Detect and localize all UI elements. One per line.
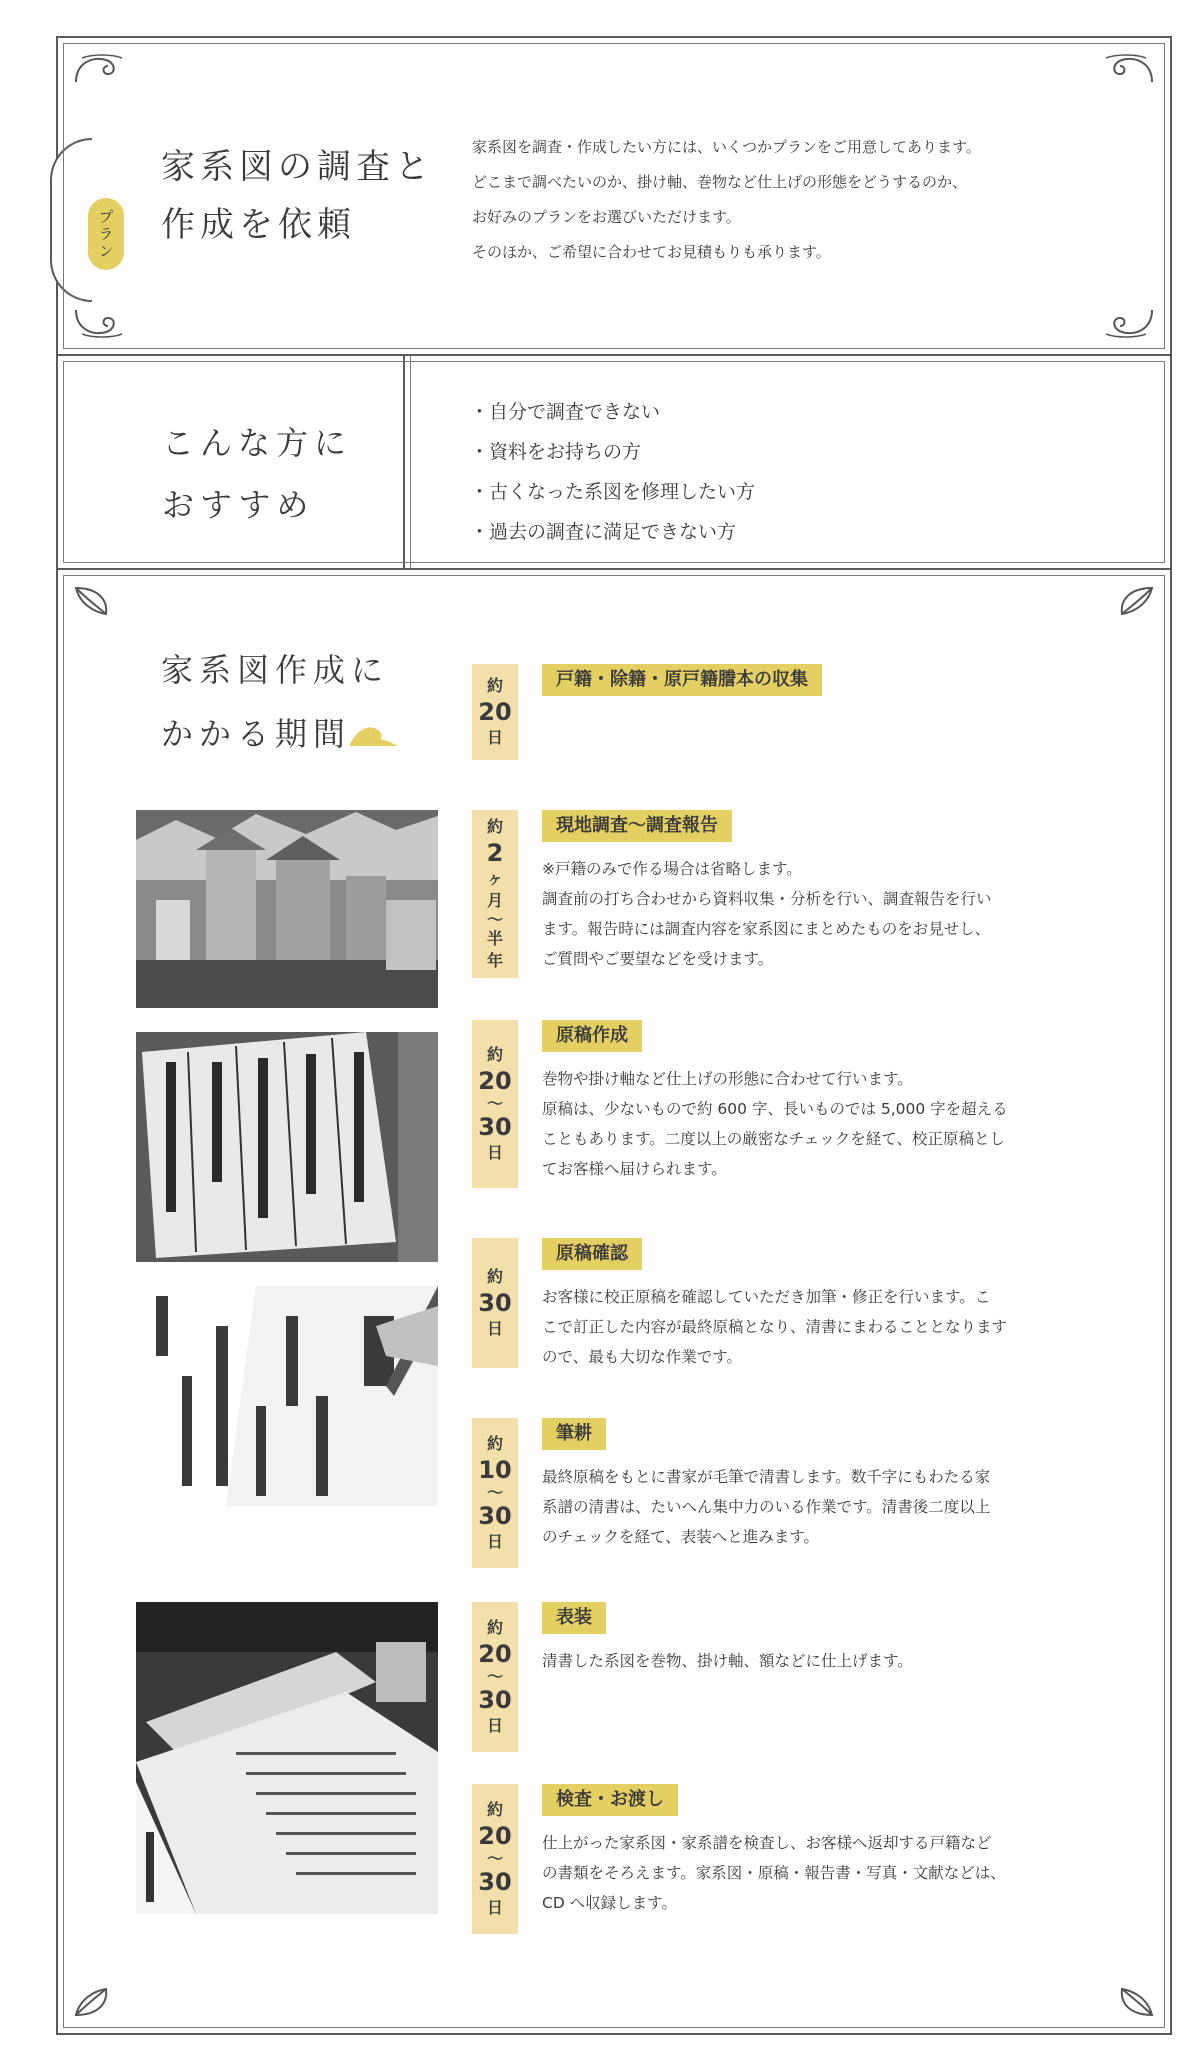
- flourish-ornament-icon: [72, 52, 126, 86]
- gravestones-photo: [136, 810, 438, 1008]
- flourish-ornament-icon: [1102, 306, 1156, 340]
- list-item: ・古くなった系図を修理したい方: [470, 481, 756, 503]
- list-item: ・過去の調査に満足できない方: [470, 521, 737, 543]
- calligraphy-brush-photo: [136, 1286, 438, 1506]
- list-item: ・資料をお持ちの方: [470, 441, 642, 463]
- ancestral-tablet-photo: [136, 1032, 438, 1262]
- plan-description: 家系図を調査・作成したい方には、いくつかプランをご用意してあります。 どこまで調べたいのか、掛け軸、巻物など仕上げの形態をどうするのか、 お好みのプランをお選びいただけます。 そのほか、ご希望に合わせてお見積もりも承ります。: [472, 138, 981, 261]
- leaf-ornament-icon: [72, 584, 112, 618]
- step-description: 巻物や掛け軸など仕上げの形態に合わせて行います。 原稿は、少ないもので約 600 字、長いものでは 5,000 字を超える こともあります。二度以上の厳密なチェックを経て、校正原稿とし てお客様へ届けられます。: [542, 1070, 1008, 1178]
- step-title: 現地調査〜調査報告: [542, 810, 732, 842]
- duration-label-step2: 約 2 ヶ 月 〜 半 年: [472, 810, 518, 978]
- step-title: 戸籍・除籍・原戸籍謄本の収集: [542, 664, 822, 696]
- duration-label-step5: 約 10 〜 30 日: [472, 1418, 518, 1568]
- period-section: [56, 570, 1172, 2035]
- step-title: 原稿作成: [542, 1020, 642, 1052]
- list-item: ・自分で調査できない: [470, 401, 661, 423]
- scroll-document-photo: [136, 1602, 438, 1914]
- plan-tab-notch: [50, 138, 92, 302]
- duration-label-step1: 約 20 日: [472, 664, 518, 760]
- step-title: 検査・お渡し: [542, 1784, 678, 1816]
- duration-label-step4: 約 30 日: [472, 1238, 518, 1368]
- duration-label-step7: 約 20 〜 30 日: [472, 1784, 518, 1934]
- step-title: 表装: [542, 1602, 606, 1634]
- step-title: 筆耕: [542, 1418, 606, 1450]
- step-description: 仕上がった家系図・家系譜を検査し、お客様へ返却する戸籍など の書類をそろえます。家系図・原稿・報告書・写真・文献などは、 CD へ収録します。: [542, 1834, 1006, 1912]
- recommend-section: [56, 356, 1172, 570]
- step-title: 原稿確認: [542, 1238, 642, 1270]
- recommend-list: [470, 392, 755, 552]
- leaf-ornament-icon: [72, 1985, 112, 2019]
- duration-label-step6: 約 20 〜 30 日: [472, 1602, 518, 1752]
- plan-badge: プラン: [88, 198, 124, 270]
- flourish-ornament-icon: [72, 306, 126, 340]
- leaf-ornament-icon: [1116, 584, 1156, 618]
- step-description: 最終原稿をもとに書家が毛筆で清書します。数千字にもわたる家 系譜の清書は、たいへん集中力のいる作業です。清書後二度以上 のチェックを経て、表装へと進みます。: [542, 1468, 991, 1546]
- section-divider: [403, 356, 411, 568]
- step-description: ※戸籍のみで作る場合は省略します。 調査前の打ち合わせから資料収集・分析を行い、調査報告を行い ます。報告時には調査内容を家系図にまとめたものをお見せし、 ご質問やご要望などを受けます。: [542, 860, 992, 968]
- step-description: 清書した系図を巻物、掛け軸、額などに仕上げます。: [542, 1652, 913, 1670]
- plan-heading: 家系図の調査と 作成を依頼: [161, 147, 434, 245]
- wave-ornament-icon: [348, 720, 400, 750]
- duration-label-step3: 約 20 〜 30 日: [472, 1020, 518, 1188]
- plan-section: [56, 36, 1172, 356]
- period-heading: 家系図作成に かかる期間: [161, 651, 390, 753]
- leaf-ornament-icon: [1116, 1985, 1156, 2019]
- step-description: お客様に校正原稿を確認していただき加筆・修正を行います。こ こで訂正した内容が最終原稿となり、清書にまわることとなります ので、最も大切な作業です。: [542, 1288, 1008, 1366]
- recommend-heading: こんな方に おすすめ: [162, 424, 353, 524]
- flourish-ornament-icon: [1102, 52, 1156, 86]
